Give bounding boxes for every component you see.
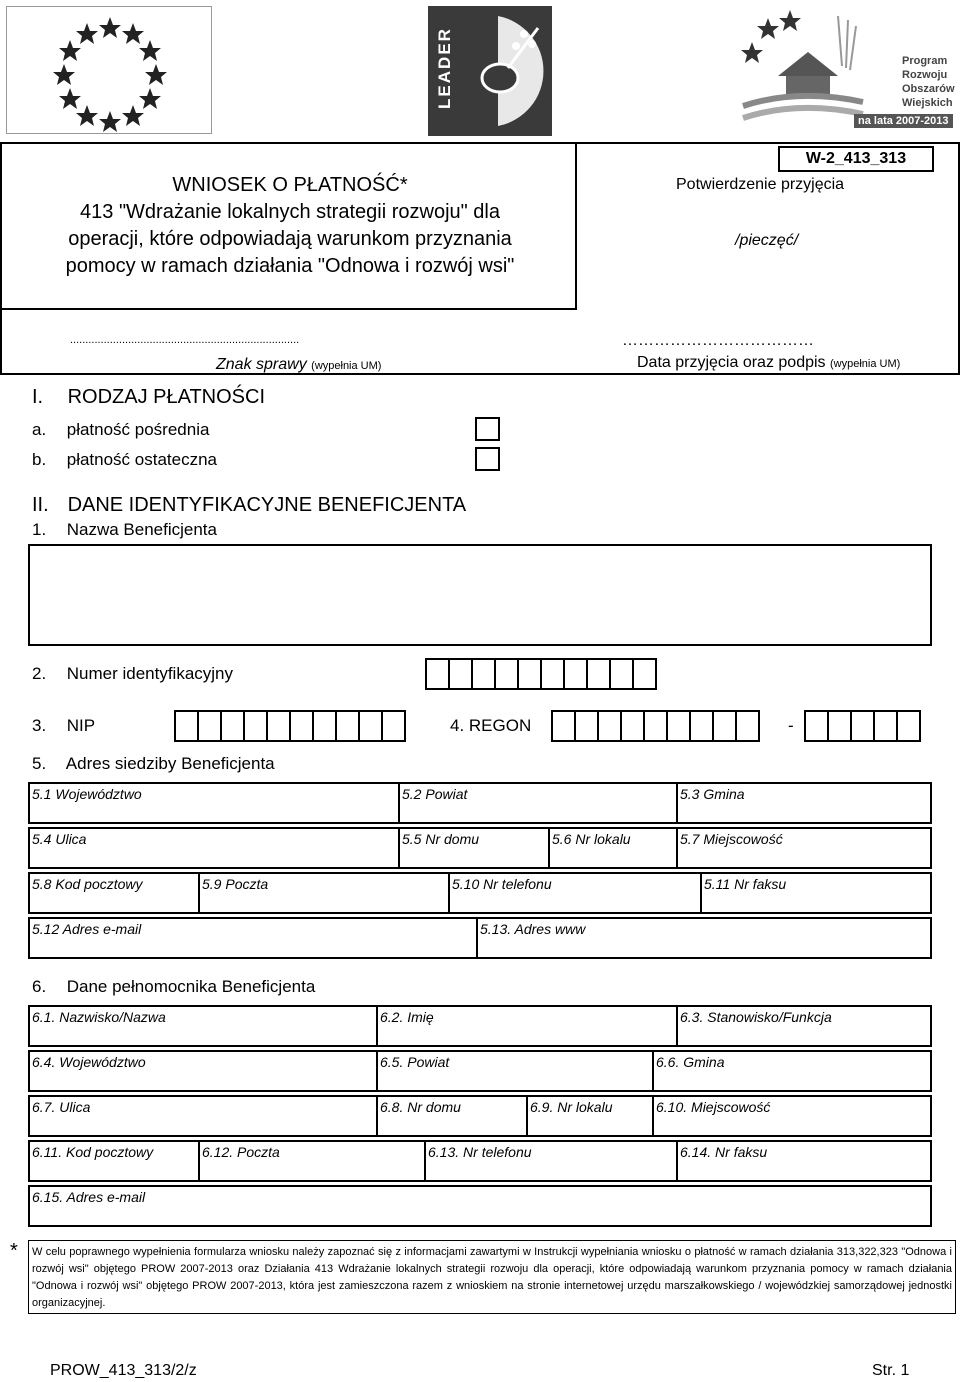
digit-box[interactable]: [563, 658, 588, 690]
identification-number-field[interactable]: [425, 658, 655, 690]
header-divider-vertical: [575, 142, 577, 310]
title-line: operacji, które odpowiadają warunkom przyznania: [68, 228, 512, 250]
eu-stars-icon: [7, 7, 213, 135]
title-line: pomocy w ramach działania "Odnowa i rozwój wsi": [65, 255, 515, 277]
house-number-label: 5.5 Nr domu: [402, 831, 480, 847]
page-number: Str. 1: [872, 1362, 910, 1379]
prow-line: Obszarów: [902, 83, 955, 95]
digit-box[interactable]: [517, 658, 542, 690]
title-line: 413 "Wdrażanie lokalnych strategii rozwoju" dla: [80, 201, 500, 223]
digit-box[interactable]: [243, 710, 268, 742]
field-label: Nazwa Beneficjenta: [66, 520, 217, 539]
document-code: PROW_413_313/2/z: [50, 1362, 197, 1379]
leader-text: LEADER: [435, 27, 454, 109]
email-label: 5.12 Adres e-mail: [32, 921, 142, 937]
section1-number: I.: [32, 386, 44, 408]
prow-emblem-icon: [738, 6, 868, 126]
proxy-house-label: 6.8. Nr domu: [380, 1099, 461, 1115]
regon-field[interactable]: [551, 710, 758, 742]
digit-box[interactable]: [335, 710, 360, 742]
flat-number-label: 5.6 Nr lokalu: [552, 831, 631, 847]
receipt-label: Potwierdzenie przyjęcia: [676, 176, 845, 193]
nip-field[interactable]: [174, 710, 404, 742]
field-label: Adres siedziby Beneficjenta: [65, 754, 275, 773]
title-line: WNIOSEK O PŁATNOŚĆ*: [172, 174, 408, 196]
footnote-star: *: [10, 1240, 18, 1262]
digit-box[interactable]: [632, 658, 657, 690]
field-number: 5.: [32, 754, 47, 773]
interim-payment-checkbox[interactable]: [475, 417, 500, 441]
date-note: (wypełnia UM): [830, 358, 901, 370]
digit-box[interactable]: [312, 710, 337, 742]
proxy-street-label: 6.7. Ulica: [32, 1099, 91, 1115]
case-note: (wypełnia UM): [311, 360, 382, 372]
digit-box[interactable]: [494, 658, 519, 690]
field-label: Numer identyfikacyjny: [66, 664, 234, 683]
proxy-label: [32, 977, 315, 997]
digit-box[interactable]: [896, 710, 921, 742]
date-label: Data przyjęcia oraz podpis: [637, 354, 826, 371]
digit-box[interactable]: [174, 710, 199, 742]
option-letter: a.: [32, 420, 47, 439]
commune-label: 5.3 Gmina: [680, 786, 745, 802]
proxy-commune-label: 6.6. Gmina: [656, 1054, 725, 1070]
street-label: 5.4 Ulica: [32, 831, 87, 847]
regon-dash: -: [788, 716, 794, 735]
postcode-label: 5.8 Kod pocztowy: [32, 876, 143, 892]
proxy-postcode-label: 6.11. Kod pocztowy: [32, 1144, 154, 1160]
identification-number-label: [32, 664, 233, 684]
digit-box[interactable]: [358, 710, 383, 742]
digit-box[interactable]: [220, 710, 245, 742]
digit-box[interactable]: [381, 710, 406, 742]
field-number: 6.: [32, 977, 47, 996]
case-dots: ...........................................................................: [70, 334, 300, 346]
proxy-name-label: 6.2. Imię: [380, 1009, 434, 1025]
option-letter: b.: [32, 450, 47, 469]
form-title: [10, 172, 570, 280]
digit-box[interactable]: [850, 710, 875, 742]
post-label: 5.9 Poczta: [202, 876, 269, 892]
digit-box[interactable]: [609, 658, 634, 690]
form-code: W-2_413_313: [805, 150, 907, 167]
digit-box[interactable]: [586, 658, 611, 690]
digit-box[interactable]: [689, 710, 714, 742]
field-number: 1.: [32, 520, 47, 539]
beneficiary-name-label: [32, 520, 217, 540]
digit-box[interactable]: [471, 658, 496, 690]
field-number: 3.: [32, 716, 47, 735]
proxy-town-label: 6.10. Miejscowość: [656, 1099, 771, 1115]
field-label: NIP: [66, 716, 96, 735]
proxy-email-field[interactable]: [28, 1185, 932, 1227]
digit-box[interactable]: [289, 710, 314, 742]
phone-label: 5.10 Nr telefonu: [452, 876, 552, 892]
date-dots: ………………………………: [622, 332, 814, 349]
digit-box[interactable]: [425, 658, 450, 690]
date-signature-label: [637, 354, 900, 372]
www-label: 5.13. Adres www: [480, 921, 586, 937]
payment-option-final: [32, 450, 217, 470]
final-payment-checkbox[interactable]: [475, 447, 500, 471]
address-label: [32, 754, 275, 774]
prow-logo: [738, 6, 956, 134]
field-number: 2.: [32, 664, 47, 683]
proxy-post-label: 6.12. Poczta: [202, 1144, 280, 1160]
prow-line: Program: [902, 55, 948, 67]
digit-box[interactable]: [597, 710, 622, 742]
digit-box[interactable]: [827, 710, 852, 742]
digit-box[interactable]: [540, 658, 565, 690]
county-label: 5.2 Powiat: [402, 786, 468, 802]
digit-box[interactable]: [643, 710, 668, 742]
digit-box[interactable]: [574, 710, 599, 742]
proxy-phone-label: 6.13. Nr telefonu: [428, 1144, 532, 1160]
leader-logo: [428, 6, 552, 136]
field-label: Dane pełnomocnika Beneficjenta: [66, 977, 316, 996]
proxy-voivodeship-label: 6.4. Województwo: [32, 1054, 146, 1070]
voivodeship-label: 5.1 Województwo: [32, 786, 142, 802]
option-label: płatność ostateczna: [66, 450, 217, 469]
section2-heading: [32, 494, 466, 517]
header-divider-horizontal: [0, 308, 577, 310]
proxy-position-label: 6.3. Stanowisko/Funkcja: [680, 1009, 832, 1025]
digit-box[interactable]: [712, 710, 737, 742]
prow-line: Wiejskich: [902, 97, 953, 109]
digit-box[interactable]: [873, 710, 898, 742]
digit-box[interactable]: [551, 710, 576, 742]
footnote-text: W celu poprawnego wypełnienia formularza wniosku należy zapoznać się z informacjami zawartymi w Instrukcji wypełniania wniosku o płatność w ramach działania 313,322,323 "Odnowa i rozwój wsi" objętego PROW 2007-2013 oraz Działania 413 Wdrażanie lokalnych strategii rozwoju dla operacji, które odpowiadają warunkom przyznania pomocy w ramach działania "Odnowa i rozwój wsi" objętego PROW 2007-2013, która jest zamieszczona razem z wnioskiem na stronie internetowej urzędu marszałkowskiego / wojewódzkiej samorządowej jednostki organizacyjnej.: [32, 1246, 952, 1309]
option-label: płatność pośrednia: [66, 420, 210, 439]
section1-heading: [32, 386, 265, 409]
digit-box[interactable]: [735, 710, 760, 742]
stamp-label: /pieczęć/: [735, 232, 799, 249]
digit-box[interactable]: [266, 710, 291, 742]
section1-title: RODZAJ PŁATNOŚCI: [67, 386, 265, 408]
regon-extension-field[interactable]: [804, 710, 919, 742]
fax-label: 5.11 Nr faksu: [704, 876, 787, 892]
digit-box[interactable]: [620, 710, 645, 742]
case-number-label: [216, 356, 381, 374]
town-label: 5.7 Miejscowość: [680, 831, 783, 847]
payment-option-interim: [32, 420, 209, 440]
proxy-county-label: 6.5. Powiat: [380, 1054, 450, 1070]
digit-box[interactable]: [197, 710, 222, 742]
proxy-fax-label: 6.14. Nr faksu: [680, 1144, 768, 1160]
section2-title: DANE IDENTYFIKACYJNE BENEFICJENTA: [67, 494, 467, 516]
proxy-flat-label: 6.9. Nr lokalu: [530, 1099, 613, 1115]
beneficiary-name-field[interactable]: [28, 544, 932, 646]
prow-years: na lata 2007-2013: [854, 114, 953, 128]
nip-label: [32, 716, 95, 736]
regon-label: 4. REGON: [450, 716, 532, 735]
proxy-surname-label: 6.1. Nazwisko/Nazwa: [32, 1009, 166, 1025]
eu-flag-logo: [6, 6, 212, 134]
digit-box[interactable]: [804, 710, 829, 742]
digit-box[interactable]: [666, 710, 691, 742]
prow-line: Rozwoju: [902, 69, 948, 81]
proxy-email-label: 6.15. Adres e-mail: [32, 1189, 146, 1205]
section2-number: II.: [32, 494, 49, 516]
case-label: Znak sprawy: [216, 356, 307, 373]
digit-box[interactable]: [448, 658, 473, 690]
